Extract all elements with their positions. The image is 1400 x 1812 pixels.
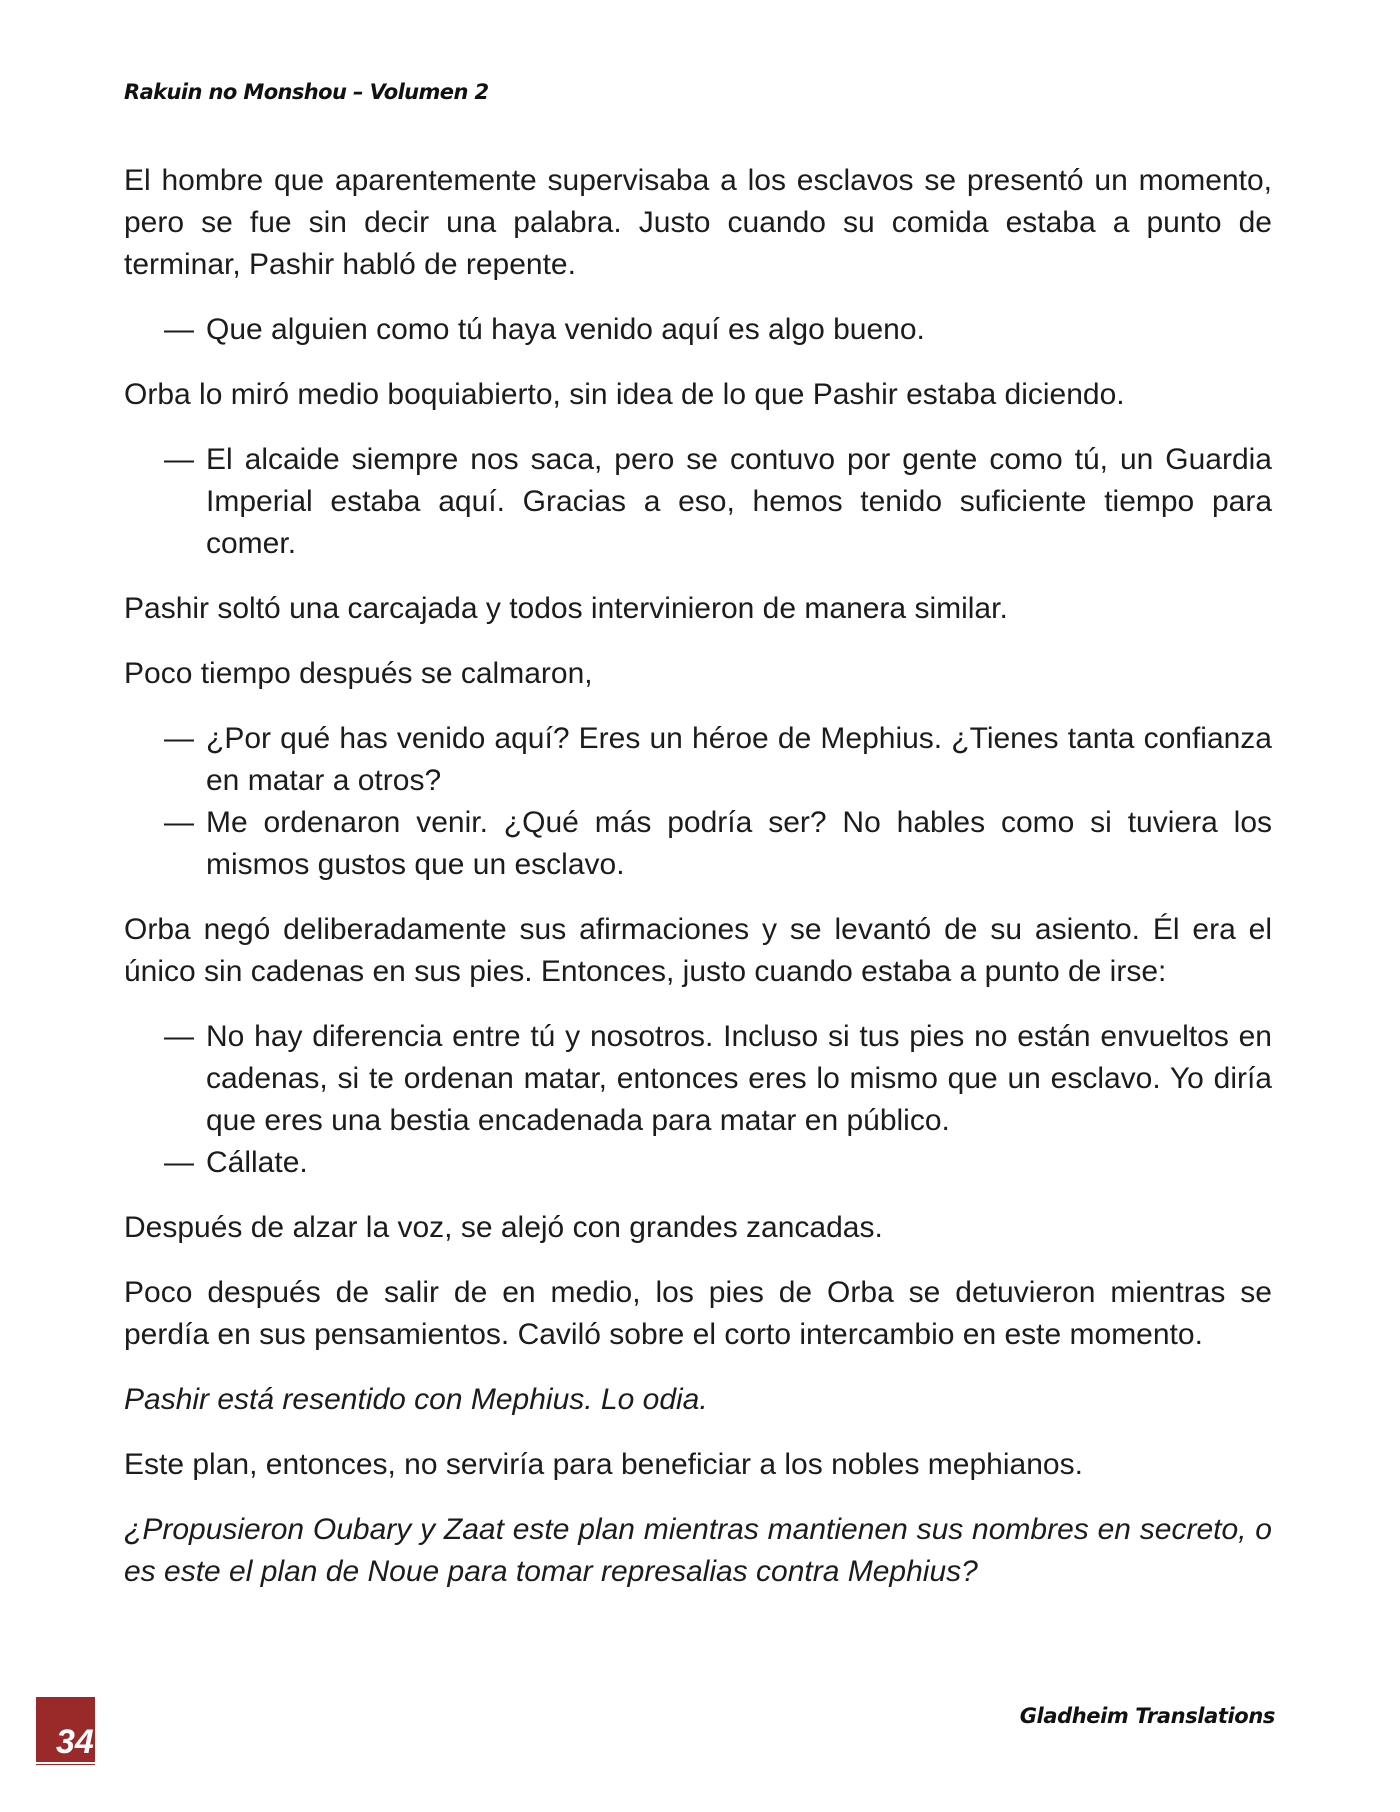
paragraph: Poco después de salir de en medio, los pies de Orba se detuvieron mientras se perdía en sus pensamientos. Caviló sobre el corto intercambio en este momento. <box>124 1276 1272 1351</box>
paragraph: Este plan, entonces, no serviría para beneficiar a los nobles mephianos. <box>124 1448 1083 1481</box>
dialogue-group <box>124 309 1272 351</box>
dialogue-line <box>124 718 1272 802</box>
dialogue-text: ¿Por qué has venido aquí? Eres un héroe de Mephius. ¿Tienes tanta confianza en matar a otros? <box>206 722 1272 797</box>
paragraph: Pashir soltó una carcajada y todos intervinieron de manera similar. <box>124 592 1008 625</box>
dialogue-group <box>124 1016 1272 1184</box>
dialogue-text: Me ordenaron venir. ¿Qué más podría ser? No hables como si tuviera los mismos gustos que un esclavo. <box>206 806 1272 881</box>
paragraph: El hombre que aparentemente supervisaba a los esclavos se presentó un momento, pero se fue sin decir una palabra. Justo cuando su comida estaba a punto de terminar, Pashir habló de repente. <box>124 164 1272 281</box>
dialogue-line <box>124 1016 1272 1142</box>
page-number-underline <box>36 1762 95 1764</box>
dialogue-dash: — <box>164 313 194 346</box>
dialogue-group <box>124 718 1272 886</box>
page-number: 34 <box>56 1723 94 1761</box>
dialogue-dash: — <box>164 443 194 476</box>
dialogue-dash: — <box>164 806 194 839</box>
dialogue-dash: — <box>164 1146 194 1179</box>
dialogue-dash: — <box>164 722 194 755</box>
dialogue-line <box>124 1142 1272 1184</box>
dialogue-text: El alcaide siempre nos saca, pero se contuvo por gente como tú, un Guardia Imperial estaba aquí. Gracias a eso, hemos tenido suficiente tiempo para comer. <box>206 443 1272 560</box>
dialogue-dash: — <box>164 1020 194 1053</box>
dialogue-text: No hay diferencia entre tú y nosotros. Incluso si tus pies no están envueltos en cadenas, si te ordenan matar, entonces eres lo mismo que un esclavo. Yo diría que eres una bestia encadenada para matar en público. <box>206 1020 1272 1137</box>
paragraph: Orba lo miró medio boquiabierto, sin idea de lo que Pashir estaba diciendo. <box>124 378 1125 411</box>
italic-paragraph: Pashir está resentido con Mephius. Lo odia. <box>124 1383 708 1416</box>
page-body <box>124 160 1272 1616</box>
paragraph: Después de alzar la voz, se alejó con grandes zancadas. <box>124 1211 883 1244</box>
dialogue-text: Que alguien como tú haya venido aquí es algo bueno. <box>206 313 925 346</box>
paragraph: Poco tiempo después se calmaron, <box>124 657 593 690</box>
italic-paragraph: ¿Propusieron Oubary y Zaat este plan mientras mantienen sus nombres en secreto, o es este el plan de Noue para tomar represalias contra Mephius? <box>124 1513 1272 1588</box>
dialogue-group <box>124 439 1272 565</box>
dialogue-text: Cállate. <box>206 1146 308 1179</box>
paragraph: Orba negó deliberadamente sus afirmaciones y se levantó de su asiento. Él era el único sin cadenas en sus pies. Entonces, justo cuando estaba a punto de irse: <box>124 913 1272 988</box>
footer-credit: Gladheim Translations <box>1019 1704 1275 1728</box>
dialogue-line <box>124 439 1272 565</box>
dialogue-line <box>124 802 1272 886</box>
running-header-title: Rakuin no Monshou – Volumen 2 <box>124 80 489 104</box>
dialogue-line <box>124 309 1272 351</box>
